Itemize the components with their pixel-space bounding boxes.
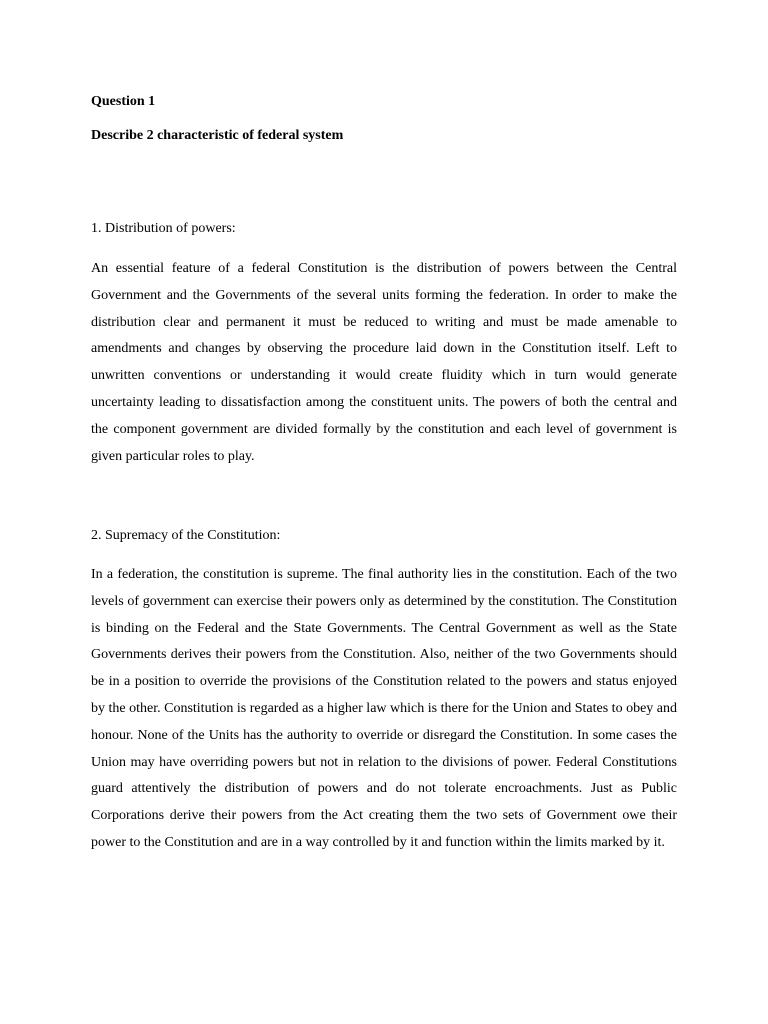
question-title: Question 1 <box>91 94 156 109</box>
section-paragraph-supremacy-of-constitution: In a federation, the constitution is supreme. The final authority lies in the constitution. Each of the two levels of government can exercise their powers only as determined by the constitution. The Constitution is binding on the Federal and the State Governments. The Central Government as well as the State Governments derives their powers from the Constitution. Also, neither of the two Governments should be in a position to override the provisions of the Constitution related to the powers and status enjoyed by the other. Constitution is regarded as a higher law which is there for the Union and States to obey and honour. None of the Units has the authority to override or disregard the Constitution. In some cases the Union may have overriding powers but not in relation to the divisions of power. Federal Constitutions guard attentively the distribution of powers and do not tolerate encroachments. Just as Public Corporations derive their powers from the Act creating them the two sets of Government owe their power to the Constitution and are in a way controlled by it and function within the limits marked by it. <box>91 567 677 850</box>
section-heading-distribution-of-powers: 1. Distribution of powers: <box>91 221 236 236</box>
section-paragraph-distribution-of-powers: An essential feature of a federal Constitution is the distribution of powers between the Central Government and the Governments of the several units forming the federation. In order to make the distribution clear and permanent it must be reduced to writing and must be made amenable to amendments and changes by observing the procedure laid down in the Constitution itself. Left to unwritten conventions or understanding it would create fluidity which in turn would generate uncertainty leading to dissatisfaction among the constituent units. The powers of both the central and the component government are divided formally by the constitution and each level of government is given particular roles to play. <box>91 261 677 464</box>
question-prompt: Describe 2 characteristic of federal system <box>91 128 344 143</box>
section-heading-supremacy-of-constitution: 2. Supremacy of the Constitution: <box>91 528 281 543</box>
